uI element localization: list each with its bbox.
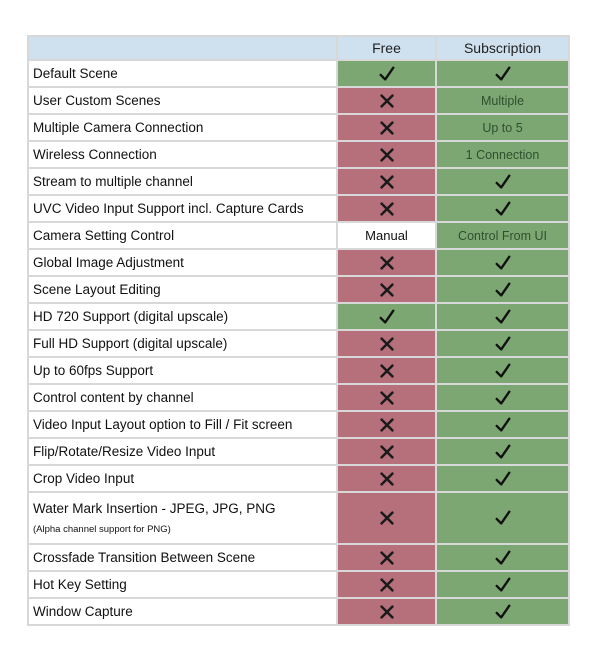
subscription-check-cell (437, 331, 568, 356)
subscription-check-cell (437, 277, 568, 302)
table-row (29, 115, 568, 140)
table-row (29, 196, 568, 221)
checkmark-icon (494, 173, 512, 191)
feature-label: Full HD Support (digital upscale) (33, 336, 228, 351)
subscription-check-cell (437, 385, 568, 410)
feature-cell (29, 412, 336, 437)
free-cross-cell (338, 466, 435, 491)
free-cross-cell (338, 169, 435, 194)
cross-icon (378, 549, 396, 567)
subscription-check-cell (437, 250, 568, 275)
feature-comparison-table (27, 35, 570, 626)
checkmark-icon (494, 509, 512, 527)
table-row (29, 331, 568, 356)
cross-icon (378, 362, 396, 380)
table-body (29, 61, 568, 624)
feature-cell (29, 196, 336, 221)
table-row (29, 142, 568, 167)
feature-cell (29, 358, 336, 383)
checkmark-icon (494, 254, 512, 272)
feature-label: Stream to multiple channel (33, 174, 193, 189)
feature-cell (29, 545, 336, 570)
checkmark-icon (494, 443, 512, 461)
free-cross-cell (338, 196, 435, 221)
subscription-check-cell (437, 61, 568, 86)
checkmark-icon (494, 603, 512, 621)
checkmark-icon (494, 308, 512, 326)
feature-label: Up to 60fps Support (33, 363, 154, 378)
feature-cell (29, 250, 336, 275)
subscription-check-cell (437, 169, 568, 194)
feature-label: HD 720 Support (digital upscale) (33, 309, 229, 324)
feature-cell (29, 572, 336, 597)
feature-cell (29, 169, 336, 194)
feature-cell (29, 385, 336, 410)
feature-label: Global Image Adjustment (33, 255, 184, 270)
cross-icon (378, 119, 396, 137)
cross-icon (378, 200, 396, 218)
feature-note: (Alpha channel support for PNG) (33, 524, 171, 535)
checkmark-icon (494, 389, 512, 407)
cross-icon (378, 389, 396, 407)
free-cross-cell (338, 331, 435, 356)
header-free: Free (338, 37, 435, 59)
subscription-check-cell (437, 493, 568, 543)
feature-label: Control content by channel (33, 390, 194, 405)
subscription-check-cell (437, 545, 568, 570)
table-row (29, 545, 568, 570)
free-value-cell: Manual (338, 223, 435, 248)
feature-cell (29, 331, 336, 356)
table-row (29, 572, 568, 597)
checkmark-icon (494, 281, 512, 299)
free-cross-cell (338, 358, 435, 383)
cross-icon (378, 173, 396, 191)
subscription-check-cell (437, 439, 568, 464)
checkmark-icon (494, 200, 512, 218)
table-row (29, 385, 568, 410)
feature-label: Window Capture (33, 604, 133, 619)
table-row (29, 358, 568, 383)
feature-cell (29, 493, 336, 543)
cross-icon (378, 443, 396, 461)
feature-label: User Custom Scenes (33, 93, 161, 108)
subscription-check-cell (437, 599, 568, 624)
free-check-cell (338, 61, 435, 86)
table-row (29, 466, 568, 491)
feature-cell (29, 466, 336, 491)
subscription-value-cell: Control From UI (437, 223, 568, 248)
feature-label: Hot Key Setting (33, 577, 127, 592)
free-cross-cell (338, 493, 435, 543)
cross-icon (378, 509, 396, 527)
free-check-cell (338, 304, 435, 329)
free-cross-cell (338, 545, 435, 570)
feature-cell (29, 599, 336, 624)
free-cross-cell (338, 142, 435, 167)
table-row (29, 439, 568, 464)
feature-cell (29, 223, 336, 248)
free-cross-cell (338, 599, 435, 624)
cross-icon (378, 146, 396, 164)
feature-label: Flip/Rotate/Resize Video Input (33, 444, 216, 459)
checkmark-icon (494, 416, 512, 434)
table-row (29, 277, 568, 302)
subscription-check-cell (437, 358, 568, 383)
header-row (29, 37, 568, 59)
cross-icon (378, 92, 396, 110)
feature-label: Crop Video Input (33, 471, 135, 486)
header-subscription: Subscription (437, 37, 568, 59)
cross-icon (378, 281, 396, 299)
subscription-check-cell (437, 466, 568, 491)
feature-cell (29, 88, 336, 113)
cross-icon (378, 470, 396, 488)
checkmark-icon (494, 335, 512, 353)
feature-label: Scene Layout Editing (33, 282, 161, 297)
table-row (29, 88, 568, 113)
checkmark-icon (494, 549, 512, 567)
feature-label: Default Scene (33, 66, 118, 81)
subscription-value-cell: 1 Connection (437, 142, 568, 167)
feature-label: Video Input Layout option to Fill / Fit screen (33, 417, 293, 432)
checkmark-icon (378, 308, 396, 326)
header-blank-cell (29, 37, 336, 59)
feature-label: Water Mark Insertion - JPEG, JPG, PNG (33, 501, 276, 516)
table-row (29, 493, 568, 543)
checkmark-icon (494, 65, 512, 83)
table-row (29, 304, 568, 329)
checkmark-icon (494, 576, 512, 594)
checkmark-icon (378, 65, 396, 83)
cross-icon (378, 603, 396, 621)
free-cross-cell (338, 250, 435, 275)
free-cross-cell (338, 277, 435, 302)
subscription-value-cell: Up to 5 (437, 115, 568, 140)
free-cross-cell (338, 385, 435, 410)
feature-cell (29, 304, 336, 329)
feature-label: Wireless Connection (33, 147, 157, 162)
table-row (29, 223, 568, 248)
feature-cell (29, 142, 336, 167)
subscription-check-cell (437, 196, 568, 221)
feature-label: Camera Setting Control (33, 228, 175, 243)
table-row (29, 599, 568, 624)
table-row (29, 169, 568, 194)
feature-label: UVC Video Input Support incl. Capture Cards (33, 201, 304, 216)
checkmark-icon (494, 470, 512, 488)
free-cross-cell (338, 439, 435, 464)
subscription-check-cell (437, 412, 568, 437)
feature-cell (29, 115, 336, 140)
free-cross-cell (338, 115, 435, 140)
free-cross-cell (338, 412, 435, 437)
table-row (29, 412, 568, 437)
cross-icon (378, 416, 396, 434)
feature-cell (29, 439, 336, 464)
free-cross-cell (338, 572, 435, 597)
feature-cell (29, 61, 336, 86)
free-cross-cell (338, 88, 435, 113)
feature-label: Multiple Camera Connection (33, 120, 204, 135)
feature-label: Crossfade Transition Between Scene (33, 550, 256, 565)
subscription-check-cell (437, 304, 568, 329)
checkmark-icon (494, 362, 512, 380)
table-row (29, 250, 568, 275)
subscription-check-cell (437, 572, 568, 597)
cross-icon (378, 335, 396, 353)
table-row (29, 61, 568, 86)
cross-icon (378, 576, 396, 594)
feature-cell (29, 277, 336, 302)
subscription-value-cell: Multiple (437, 88, 568, 113)
cross-icon (378, 254, 396, 272)
